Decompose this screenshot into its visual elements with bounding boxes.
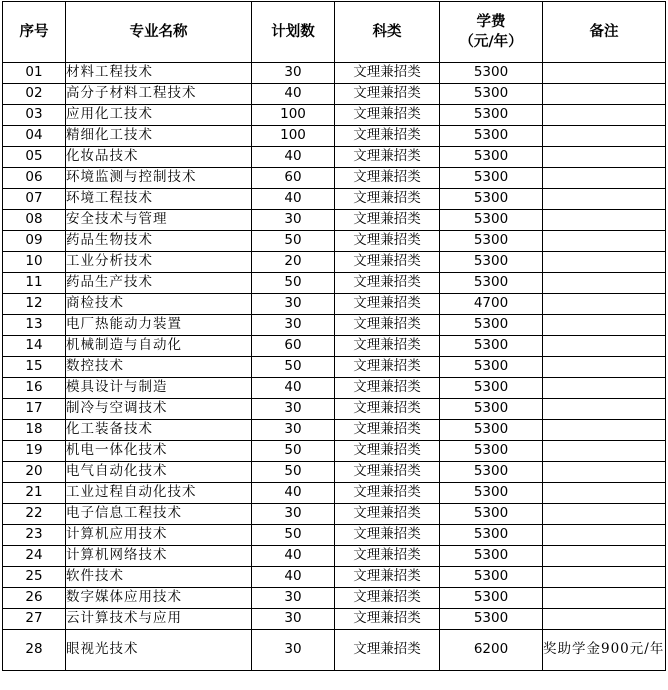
cell-major: 电子信息工程技术 (66, 504, 252, 525)
cell-fee: 5300 (440, 378, 543, 399)
cell-major: 材料工程技术 (66, 63, 252, 84)
cell-plan: 40 (252, 84, 335, 105)
cell-plan: 40 (252, 147, 335, 168)
cell-plan: 30 (252, 630, 335, 671)
table-row (3, 315, 666, 336)
cell-fee: 5300 (440, 357, 543, 378)
enrollment-plan-table (2, 1, 666, 671)
cell-major: 安全技术与管理 (66, 210, 252, 231)
cell-remark (543, 546, 666, 567)
cell-seq: 08 (3, 210, 66, 231)
cell-remark (543, 189, 666, 210)
cell-seq: 25 (3, 567, 66, 588)
cell-remark (543, 231, 666, 252)
cell-plan: 100 (252, 126, 335, 147)
cell-remark (543, 210, 666, 231)
cell-fee: 5300 (440, 483, 543, 504)
cell-remark (543, 273, 666, 294)
cell-major: 精细化工技术 (66, 126, 252, 147)
cell-major: 电气自动化技术 (66, 462, 252, 483)
table-row (3, 420, 666, 441)
cell-seq: 20 (3, 462, 66, 483)
cell-seq: 06 (3, 168, 66, 189)
cell-seq: 13 (3, 315, 66, 336)
cell-seq: 28 (3, 630, 66, 671)
cell-fee: 5300 (440, 231, 543, 252)
cell-remark (543, 168, 666, 189)
cell-plan: 30 (252, 609, 335, 630)
cell-fee: 5300 (440, 126, 543, 147)
cell-remark (543, 147, 666, 168)
table-row (3, 441, 666, 462)
cell-fee: 5300 (440, 546, 543, 567)
header-major: 专业名称 (66, 2, 252, 63)
cell-seq: 18 (3, 420, 66, 441)
cell-seq: 02 (3, 84, 66, 105)
cell-remark (543, 462, 666, 483)
cell-category: 文理兼招类 (335, 357, 440, 378)
cell-remark (543, 378, 666, 399)
table-row (3, 378, 666, 399)
cell-major: 高分子材料工程技术 (66, 84, 252, 105)
cell-plan: 30 (252, 588, 335, 609)
cell-category: 文理兼招类 (335, 420, 440, 441)
cell-category: 文理兼招类 (335, 441, 440, 462)
header-fee-line1: 学费 (476, 14, 506, 30)
cell-remark (543, 294, 666, 315)
table-row (3, 210, 666, 231)
cell-seq: 14 (3, 336, 66, 357)
cell-plan: 20 (252, 252, 335, 273)
header-remark: 备注 (543, 2, 666, 63)
cell-plan: 40 (252, 483, 335, 504)
cell-category: 文理兼招类 (335, 168, 440, 189)
cell-seq: 04 (3, 126, 66, 147)
cell-remark (543, 357, 666, 378)
cell-fee: 5300 (440, 441, 543, 462)
cell-major: 机械制造与自动化 (66, 336, 252, 357)
cell-major: 应用化工技术 (66, 105, 252, 126)
cell-category: 文理兼招类 (335, 588, 440, 609)
cell-plan: 30 (252, 315, 335, 336)
cell-fee: 5300 (440, 84, 543, 105)
table-row (3, 147, 666, 168)
header-category: 科类 (335, 2, 440, 63)
cell-remark (543, 525, 666, 546)
cell-remark: 奖助学金900元/年 (543, 630, 666, 671)
cell-category: 文理兼招类 (335, 273, 440, 294)
cell-remark (543, 609, 666, 630)
cell-major: 工业分析技术 (66, 252, 252, 273)
cell-seq: 26 (3, 588, 66, 609)
table-row (3, 525, 666, 546)
table-row (3, 357, 666, 378)
cell-major: 制冷与空调技术 (66, 399, 252, 420)
cell-category: 文理兼招类 (335, 252, 440, 273)
table-row (3, 588, 666, 609)
cell-seq: 16 (3, 378, 66, 399)
header-seq: 序号 (3, 2, 66, 63)
cell-major: 计算机网络技术 (66, 546, 252, 567)
table-row (3, 336, 666, 357)
cell-major: 软件技术 (66, 567, 252, 588)
cell-fee: 5300 (440, 147, 543, 168)
cell-fee: 5300 (440, 588, 543, 609)
cell-category: 文理兼招类 (335, 609, 440, 630)
cell-seq: 01 (3, 63, 66, 84)
table-row (3, 273, 666, 294)
table-row (3, 126, 666, 147)
cell-remark (543, 588, 666, 609)
header-fee (440, 2, 543, 63)
cell-category: 文理兼招类 (335, 546, 440, 567)
cell-major: 化工装备技术 (66, 420, 252, 441)
cell-fee: 5300 (440, 105, 543, 126)
cell-seq: 23 (3, 525, 66, 546)
cell-fee: 6200 (440, 630, 543, 671)
cell-major: 商检技术 (66, 294, 252, 315)
cell-plan: 60 (252, 336, 335, 357)
cell-plan: 40 (252, 378, 335, 399)
cell-fee: 5300 (440, 273, 543, 294)
cell-fee: 5300 (440, 315, 543, 336)
cell-fee: 5300 (440, 567, 543, 588)
cell-major: 机电一体化技术 (66, 441, 252, 462)
cell-category: 文理兼招类 (335, 567, 440, 588)
cell-fee: 5300 (440, 168, 543, 189)
table-row (3, 189, 666, 210)
cell-plan: 50 (252, 231, 335, 252)
cell-fee: 5300 (440, 336, 543, 357)
table-row (3, 504, 666, 525)
cell-seq: 21 (3, 483, 66, 504)
cell-remark (543, 336, 666, 357)
cell-category: 文理兼招类 (335, 294, 440, 315)
cell-category: 文理兼招类 (335, 504, 440, 525)
table-row (3, 252, 666, 273)
cell-category: 文理兼招类 (335, 336, 440, 357)
cell-category: 文理兼招类 (335, 462, 440, 483)
cell-category: 文理兼招类 (335, 84, 440, 105)
cell-plan: 30 (252, 210, 335, 231)
table-row (3, 231, 666, 252)
cell-major: 药品生物技术 (66, 231, 252, 252)
table-row (3, 294, 666, 315)
cell-fee: 5300 (440, 462, 543, 483)
cell-seq: 19 (3, 441, 66, 462)
cell-seq: 07 (3, 189, 66, 210)
cell-major: 云计算技术与应用 (66, 609, 252, 630)
cell-fee: 5300 (440, 420, 543, 441)
cell-major: 电厂热能动力装置 (66, 315, 252, 336)
table-body (3, 63, 666, 671)
cell-seq: 05 (3, 147, 66, 168)
cell-plan: 100 (252, 105, 335, 126)
cell-fee: 5300 (440, 189, 543, 210)
cell-category: 文理兼招类 (335, 189, 440, 210)
cell-plan: 30 (252, 294, 335, 315)
cell-plan: 30 (252, 399, 335, 420)
cell-category: 文理兼招类 (335, 399, 440, 420)
table-row (3, 609, 666, 630)
cell-plan: 30 (252, 420, 335, 441)
cell-fee: 5300 (440, 504, 543, 525)
cell-remark (543, 126, 666, 147)
cell-plan: 50 (252, 462, 335, 483)
cell-plan: 40 (252, 567, 335, 588)
table-row (3, 63, 666, 84)
table-row (3, 546, 666, 567)
cell-major: 数字媒体应用技术 (66, 588, 252, 609)
cell-remark (543, 504, 666, 525)
cell-seq: 17 (3, 399, 66, 420)
header-plan: 计划数 (252, 2, 335, 63)
cell-fee: 5300 (440, 210, 543, 231)
cell-remark (543, 105, 666, 126)
cell-remark (543, 567, 666, 588)
cell-seq: 22 (3, 504, 66, 525)
cell-category: 文理兼招类 (335, 63, 440, 84)
cell-plan: 50 (252, 441, 335, 462)
cell-major: 药品生产技术 (66, 273, 252, 294)
cell-major: 化妆品技术 (66, 147, 252, 168)
cell-plan: 50 (252, 525, 335, 546)
cell-remark (543, 399, 666, 420)
cell-category: 文理兼招类 (335, 630, 440, 671)
cell-plan: 50 (252, 273, 335, 294)
cell-seq: 15 (3, 357, 66, 378)
cell-major: 工业过程自动化技术 (66, 483, 252, 504)
cell-seq: 12 (3, 294, 66, 315)
cell-category: 文理兼招类 (335, 378, 440, 399)
cell-seq: 24 (3, 546, 66, 567)
cell-seq: 11 (3, 273, 66, 294)
cell-remark (543, 252, 666, 273)
cell-category: 文理兼招类 (335, 126, 440, 147)
cell-category: 文理兼招类 (335, 231, 440, 252)
cell-category: 文理兼招类 (335, 525, 440, 546)
cell-category: 文理兼招类 (335, 105, 440, 126)
cell-fee: 5300 (440, 63, 543, 84)
cell-remark (543, 315, 666, 336)
cell-fee: 4700 (440, 294, 543, 315)
cell-remark (543, 63, 666, 84)
cell-category: 文理兼招类 (335, 483, 440, 504)
table-row (3, 399, 666, 420)
cell-major: 模具设计与制造 (66, 378, 252, 399)
table-row (3, 462, 666, 483)
cell-major: 计算机应用技术 (66, 525, 252, 546)
table-row (3, 630, 666, 671)
cell-fee: 5300 (440, 609, 543, 630)
cell-seq: 10 (3, 252, 66, 273)
table-row (3, 105, 666, 126)
cell-major: 环境工程技术 (66, 189, 252, 210)
cell-plan: 60 (252, 168, 335, 189)
header-row (3, 2, 666, 63)
cell-fee: 5300 (440, 525, 543, 546)
cell-plan: 40 (252, 546, 335, 567)
table-row (3, 567, 666, 588)
table-row (3, 84, 666, 105)
cell-category: 文理兼招类 (335, 210, 440, 231)
cell-plan: 40 (252, 189, 335, 210)
cell-plan: 50 (252, 357, 335, 378)
cell-remark (543, 441, 666, 462)
cell-plan: 30 (252, 63, 335, 84)
cell-remark (543, 483, 666, 504)
cell-remark (543, 420, 666, 441)
cell-category: 文理兼招类 (335, 147, 440, 168)
cell-seq: 09 (3, 231, 66, 252)
cell-plan: 30 (252, 504, 335, 525)
cell-category: 文理兼招类 (335, 315, 440, 336)
table-row (3, 483, 666, 504)
cell-major: 眼视光技术 (66, 630, 252, 671)
cell-seq: 03 (3, 105, 66, 126)
cell-seq: 27 (3, 609, 66, 630)
cell-major: 数控技术 (66, 357, 252, 378)
header-fee-line2: （元/年） (459, 34, 523, 50)
table-row (3, 168, 666, 189)
cell-fee: 5300 (440, 252, 543, 273)
cell-remark (543, 84, 666, 105)
cell-fee: 5300 (440, 399, 543, 420)
cell-major: 环境监测与控制技术 (66, 168, 252, 189)
